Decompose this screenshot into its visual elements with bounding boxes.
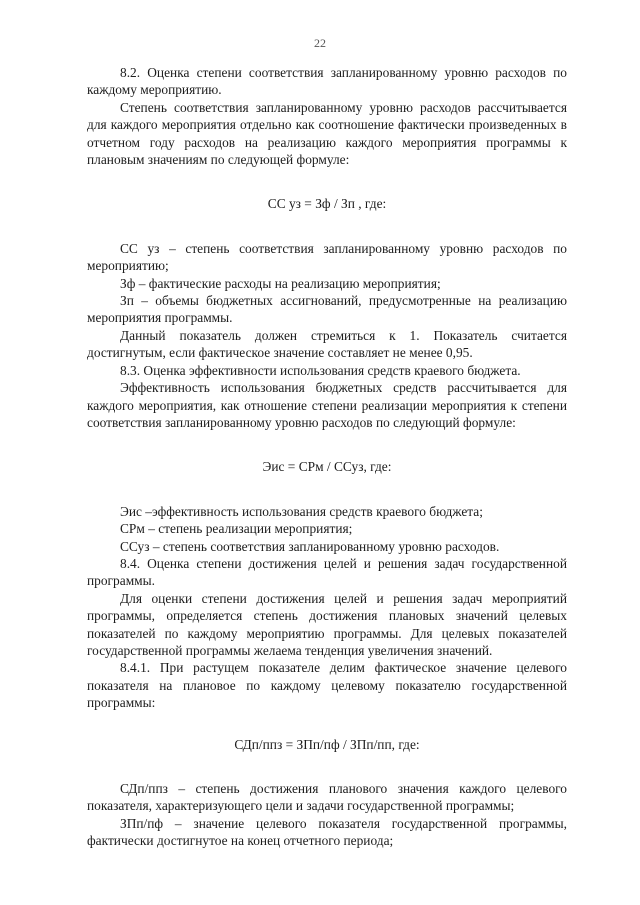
section-8-4-heading: 8.4. Оценка степени достижения целей и решения задач государственной программы. (87, 555, 567, 589)
section-8-3-intro: Эффективность использования бюджетных средств рассчитывается для каждого мероприятия, как отношение степени реализации мероприятия к степени соответствия запланированному уровню расходов по следующий формуле: (87, 380, 567, 430)
definition-zp-pf: ЗПп/пф – значение целевого показателя государственной программы, фактически достигнутое на конец отчетного периода; (87, 815, 567, 849)
definition-ss-uz: СС уз – степень соответствия запланированному уровню расходов по мероприятию; (87, 240, 567, 274)
definition-srm: СРм – степень реализации мероприятия; (120, 521, 353, 537)
section-8-4-1-heading: 8.4.1. При растущем показателе делим фактическое значение целевого показателя на плановое по каждому целевому показателю государственной программы: (87, 660, 567, 711)
definition-eis: Эис –эффективность использования средств краевого бюджета; (120, 503, 483, 519)
target-paragraph: Данный показатель должен стремиться к 1. Показатель считается достигнутым, если фактическое значение составляет не менее 0,95. (87, 327, 567, 361)
formula-sd: СДп/ппз = ЗПп/пф / ЗПп/пп, где: (234, 736, 420, 752)
definition-ssuz: ССуз – степень соответствия запланированному уровню расходов. (120, 538, 500, 554)
definition-zf: Зф – фактические расходы на реализацию мероприятия; (120, 275, 441, 291)
section-8-2-heading: 8.2. Оценка степени соответствия запланированному уровню расходов по каждому мероприятию. (87, 65, 567, 98)
definition-zp: Зп – объемы бюджетных ассигнований, предусмотренные на реализацию мероприятия программы. (87, 293, 567, 326)
definition-sd: СДп/ппз – степень достижения планового значения каждого целевого показателя, характеризующего цели и задачи государственной программы; (87, 781, 567, 814)
formula-eis: Эис = СРм / ССуз, где: (262, 459, 392, 475)
section-8-4-intro: Для оценки степени достижения целей и решения задач мероприятий программы, определяется степень достижения плановых значений целевых показателей по каждому мероприятию программы. Для целевых показателей государственной программы желаема тенденция увеличения значений. (87, 590, 567, 658)
page-number: 22 (314, 36, 326, 50)
formula-ss-uz: СС уз = Зф / Зп , где: (267, 196, 387, 212)
section-8-3-heading: 8.3. Оценка эффективности использования средств краевого бюджета. (120, 362, 521, 378)
section-8-2-intro: Степень соответствия запланированному уровню расходов рассчитывается для каждого мероприятия отдельно как соотношение фактически произведенных в отчетном году расходов на реализацию каждого мероприятия программы к плановым значениям по следующей формуле: (87, 99, 567, 168)
page-content (87, 64, 567, 850)
